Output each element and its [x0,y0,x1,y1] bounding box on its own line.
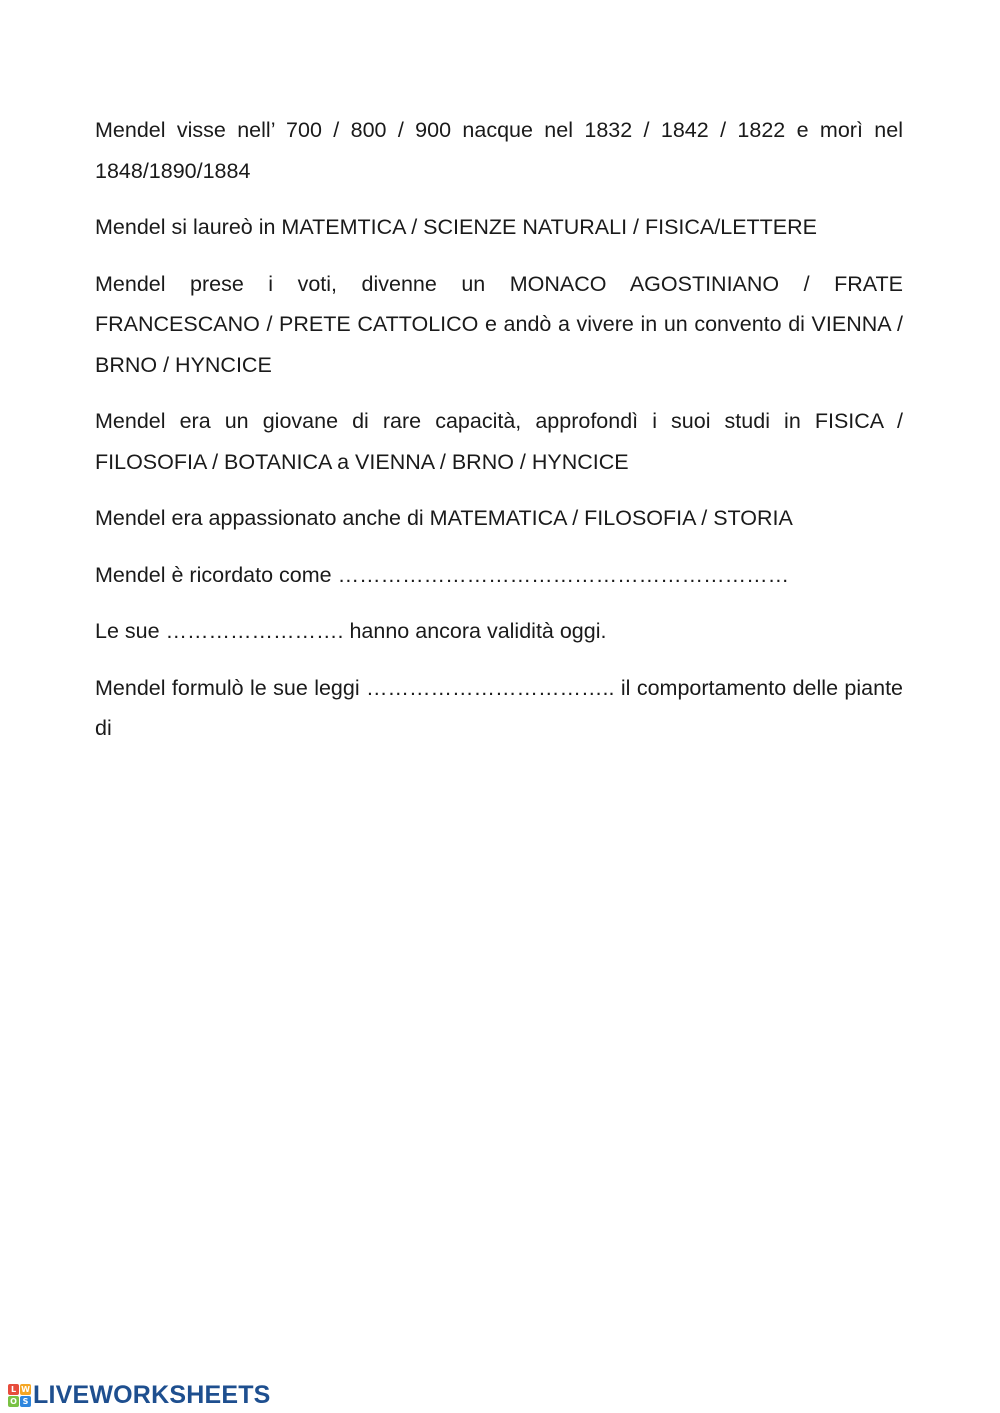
liveworksheets-logo-icon [8,1384,31,1407]
paragraph-passion: Mendel era appassionato anche di MATEMATICA / FILOSOFIA / STORIA [95,506,793,530]
liveworksheets-footer [8,1380,271,1410]
logo-cell: L [8,1384,19,1395]
logo-cell: O [8,1396,19,1407]
paragraph-vows: Mendel prese i voti, divenne un MONACO AGOSTINIANO / FRATE FRANCESCANO / PRETE CATTOLICO e andò a vivere in un convento di VIENNA / BRNO / HYNCICE [95,271,903,377]
paragraph-validity: Le sue ……………………. hanno ancora validità oggi. [95,619,607,643]
paragraph-studies: Mendel era un giovane di rare capacità, approfondì i suoi studi in FISICA / FILOSOFIA / BOTANICA a VIENNA / BRNO / HYNCICE [95,409,903,474]
paragraph-laws: Mendel formulò le sue leggi …………………………….. il comportamento delle piante di [95,675,903,740]
logo-cell: S [20,1396,31,1407]
paragraph-degree: Mendel si laureò in MATEMTICA / SCIENZE NATURALI / FISICA/LETTERE [95,215,818,239]
brand-name: LIVEWORKSHEETS [33,1380,271,1409]
paragraph-dates: Mendel visse nell’ 700 / 800 / 900 nacque nel 1832 / 1842 / 1822 e morì nel 1848/1890/1884 [95,118,903,183]
paragraph-remembered: Mendel è ricordato come ……………………………………………………… [95,562,790,587]
worksheet-content [95,110,903,765]
logo-cell: W [21,1384,30,1394]
